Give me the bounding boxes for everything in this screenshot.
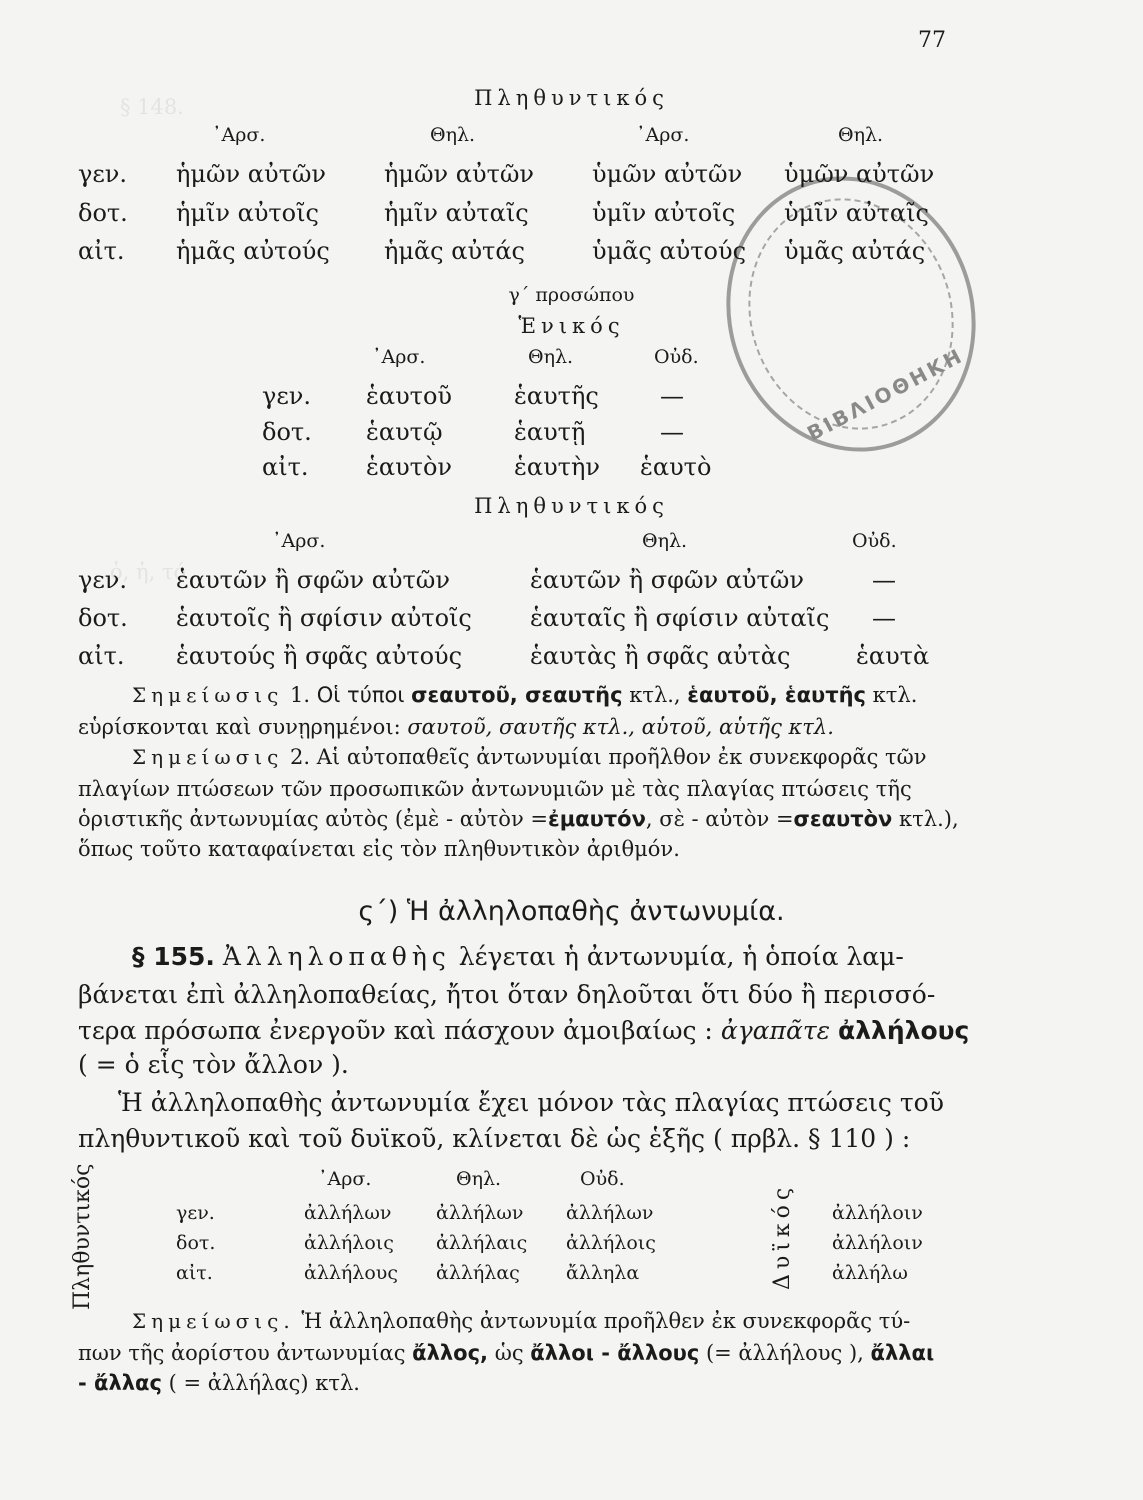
- paragraph-text: λέγεται ἡ ἀντωνυμία, ἡ ὁποία λαμ-: [450, 942, 904, 971]
- example-word: ἀγαπᾶτε: [720, 1016, 839, 1045]
- paragraph-155-line-2: βάνεται ἐπὶ ἀλληλοπαθείας, ἤτοι ὅταν δηλοῦται ὅτι δύο ἢ περισσό-: [78, 980, 936, 1009]
- note-label: Σημείωσις: [132, 683, 284, 707]
- bold-term: σεαυτὸν: [793, 807, 893, 831]
- paragraph-155-line-1: [132, 942, 904, 971]
- table-cell: ἀλλήλων: [436, 1202, 524, 1224]
- defined-term: Ἀλληλοπαθὴς: [222, 942, 451, 971]
- note-number: 2.: [290, 745, 311, 769]
- case-label: δοτ.: [78, 604, 128, 632]
- table-cell: ἑαυτούς ἢ σφᾶς αὐτούς: [176, 642, 463, 670]
- plural-side-label: Πληθυντικός: [70, 1163, 95, 1310]
- note-1-line-2: [78, 712, 834, 743]
- table-cell: ἀλλήλους: [304, 1262, 398, 1284]
- bold-term: ἄλλος,: [412, 1341, 489, 1365]
- table-cell: ὑμῖν αὐτοῖς: [592, 199, 736, 227]
- third-person-heading: γ΄ προσώπου: [508, 284, 635, 306]
- bold-term: ἄλλοι - ἄλλους: [530, 1341, 700, 1365]
- table-cell: ἀλλήλων: [304, 1202, 392, 1224]
- note-3-line-2: [78, 1338, 934, 1369]
- case-label: γεν.: [78, 566, 127, 594]
- case-label: αἰτ.: [78, 237, 125, 265]
- table-cell: ἑαυτῶν ἢ σφῶν αὐτῶν: [530, 566, 804, 594]
- column-header: Οὐδ.: [580, 1168, 625, 1190]
- table-cell: ἀλλήλοις: [566, 1232, 656, 1254]
- table-cell: ἑαυτὰς ἢ σφᾶς αὐτὰς: [530, 642, 791, 670]
- note-2-line-1: [132, 742, 927, 773]
- note-text: Αἱ αὐτοπαθεῖς ἀντωνυμίαι προῆλθον ἐκ συνεκφορᾶς τῶν: [310, 745, 927, 769]
- note-3-line-1: [132, 1306, 910, 1337]
- table-cell: ἡμῖν αὐτοῖς: [176, 199, 319, 227]
- dual-cell: ἀλλήλοιν: [832, 1232, 923, 1254]
- case-label: αἰτ.: [262, 453, 309, 481]
- table-cell: ἑαυτὰ: [856, 642, 930, 670]
- case-label: δοτ.: [176, 1232, 216, 1254]
- plural-heading: Πληθυντικός: [474, 86, 669, 110]
- table-cell: ἑαυτοῦ: [366, 382, 452, 410]
- table-cell: ἀλλήλοις: [304, 1232, 394, 1254]
- dual-cell: ἀλλήλω: [832, 1262, 908, 1284]
- note-text: Ἡ ἀλληλοπαθὴς ἀντωνυμία προῆλθεν ἐκ συνεκφορᾶς τύ-: [294, 1309, 911, 1333]
- table-cell: ἄλληλα: [566, 1262, 640, 1284]
- bleed-through-text: § 148.: [120, 95, 184, 119]
- bold-term: σεαυτοῦ, σεαυτῆς: [411, 683, 623, 707]
- note-text: ( = ἀλλήλας) κτλ.: [161, 1371, 360, 1395]
- italic-forms: σαυτοῦ, σαυτῆς κτλ., αὑτοῦ, αὑτῆς κτλ.: [407, 715, 834, 739]
- table-cell: ἡμᾶς αὐτάς: [384, 237, 525, 265]
- section-title: ς΄) Ἡ ἀλληλοπαθὴς ἀντωνυμία.: [358, 896, 785, 927]
- note-text: κτλ.,: [622, 683, 688, 707]
- declension-intro-line-1: Ἡ ἀλληλοπαθὴς ἀντωνυμία ἔχει μόνον τὰς πλαγίας πτώσεις τοῦ: [118, 1088, 944, 1117]
- bold-term: ἑαυτοῦ, ἑαυτῆς: [687, 683, 866, 707]
- bold-term: ἀλλήλους: [838, 1016, 970, 1045]
- table-cell: ἡμῶν αὐτῶν: [176, 160, 326, 188]
- case-label: αἰτ.: [78, 642, 125, 670]
- table-cell: ὑμῖν αὐταῖς: [784, 199, 929, 227]
- dual-side-label: Δυϊκός: [770, 1182, 795, 1290]
- case-label: δοτ.: [78, 199, 128, 227]
- case-label: δοτ.: [262, 418, 312, 446]
- note-text: Οἱ τύποι: [310, 683, 412, 707]
- table-cell: —: [872, 566, 896, 594]
- table-cell: ἑαυτῷ: [366, 418, 443, 446]
- paragraph-155-line-4: ( = ὁ εἷς τὸν ἄλλον ).: [78, 1050, 349, 1079]
- column-header: ᾿Αρσ.: [318, 1168, 372, 1190]
- note-label: Σημείωσις.: [132, 1309, 295, 1333]
- table-cell: ἑαυτοῖς ἢ σφίσιν αὐτοῖς: [176, 604, 472, 632]
- bold-term: ἄλλαι: [870, 1341, 935, 1365]
- table-cell: ἡμῖν αὐταῖς: [384, 199, 529, 227]
- table-cell: ἑαυτῆς: [514, 382, 599, 410]
- table-cell: ἑαυτῶν ἢ σφῶν αὐτῶν: [176, 566, 450, 594]
- table-cell: ὑμῶν αὐτῶν: [784, 160, 935, 188]
- table-cell: ἑαυταῖς ἢ σφίσιν αὐταῖς: [530, 604, 830, 632]
- paragraph-155-line-3: [78, 1016, 969, 1045]
- table-cell: —: [660, 418, 684, 446]
- table-cell: ὑμῶν αὐτῶν: [592, 160, 743, 188]
- table-cell: ἑαυτὸν: [366, 453, 452, 481]
- bold-term: ἐμαυτόν: [548, 807, 646, 831]
- note-1-line-1: [132, 680, 917, 711]
- column-header: ᾿Αρσ.: [636, 124, 690, 146]
- bleed-through-text: ὁ, ἡ, τό: [110, 560, 187, 584]
- table-cell: ἀλλήλας: [436, 1262, 520, 1284]
- note-text: κτλ.),: [892, 807, 959, 831]
- table-cell: ἀλλήλων: [566, 1202, 654, 1224]
- note-text: εὑρίσκονται καὶ συνῃρημένοι:: [78, 715, 408, 739]
- note-2-line-3: [78, 804, 959, 835]
- case-label: γεν.: [262, 382, 311, 410]
- stamp-text: ΒΙΒΛΙΟΘΗΚΗ: [803, 342, 968, 446]
- column-header: Θηλ.: [528, 346, 574, 368]
- note-text: κτλ.: [866, 683, 918, 707]
- note-text: , σὲ - αὐτὸν =: [645, 807, 794, 831]
- table-cell: ἡμᾶς αὐτούς: [176, 237, 330, 265]
- table-cell: —: [872, 604, 896, 632]
- column-header: ᾿Αρσ.: [372, 346, 426, 368]
- singular-heading: Ἑνικός: [518, 314, 625, 338]
- case-label: γεν.: [176, 1202, 215, 1224]
- table-cell: ἑαυτὸ: [640, 453, 712, 481]
- column-header: ᾿Αρσ.: [272, 530, 326, 552]
- table-cell: ἡμῶν αὐτῶν: [384, 160, 534, 188]
- note-label: Σημείωσις: [132, 745, 284, 769]
- column-header: Θηλ.: [642, 530, 688, 552]
- page-number: 77: [918, 28, 946, 53]
- note-text: ὁριστικῆς ἀντωνυμίας αὐτὸς (ἐμὲ - αὐτὸν =: [78, 807, 548, 831]
- table-cell: ὑμᾶς αὐτούς: [592, 237, 747, 265]
- note-3-line-3: [78, 1368, 360, 1399]
- plural-heading: Πληθυντικός: [474, 494, 669, 518]
- bold-term: - ἄλλας: [78, 1371, 162, 1395]
- paragraph-text: τερα πρόσωπα ἐνεργοῦν καὶ πάσχουν ἀμοιβαίως :: [78, 1016, 721, 1045]
- table-cell: ἀλλήλαις: [436, 1232, 528, 1254]
- column-header: Οὐδ.: [852, 530, 897, 552]
- column-header: ᾿Αρσ.: [212, 124, 266, 146]
- note-number: 1.: [290, 683, 311, 707]
- table-cell: ἑαυτῇ: [514, 418, 586, 446]
- table-cell: ὑμᾶς αὐτάς: [784, 237, 926, 265]
- column-header: Θηλ.: [456, 1168, 502, 1190]
- case-label: αἰτ.: [176, 1262, 213, 1284]
- note-text: (= ἀλλήλους ),: [699, 1341, 871, 1365]
- dual-cell: ἀλλήλοιν: [832, 1202, 923, 1224]
- note-text: πων τῆς ἀορίστου ἀντωνυμίας: [78, 1341, 413, 1365]
- table-cell: —: [660, 382, 684, 410]
- note-2-line-4: ὅπως τοῦτο καταφαίνεται εἰς τὸν πληθυντικὸν ἀριθμόν.: [78, 837, 680, 861]
- declension-intro-line-2: πληθυντικοῦ καὶ τοῦ δυϊκοῦ, κλίνεται δὲ ὡς ἑξῆς ( πρβλ. § 110 ) :: [78, 1124, 911, 1153]
- column-header: Θηλ.: [430, 124, 476, 146]
- column-header: Θηλ.: [838, 124, 884, 146]
- note-text: ὡς: [488, 1341, 531, 1365]
- table-cell: ἑαυτὴν: [514, 453, 600, 481]
- section-number: § 155.: [132, 942, 215, 971]
- column-header: Οὐδ.: [654, 346, 699, 368]
- note-2-line-2: πλαγίων πτώσεων τῶν προσωπικῶν ἀντωνυμιῶν μὲ τὰς πλαγίας πτώσεις τῆς: [78, 777, 912, 801]
- case-label: γεν.: [78, 160, 127, 188]
